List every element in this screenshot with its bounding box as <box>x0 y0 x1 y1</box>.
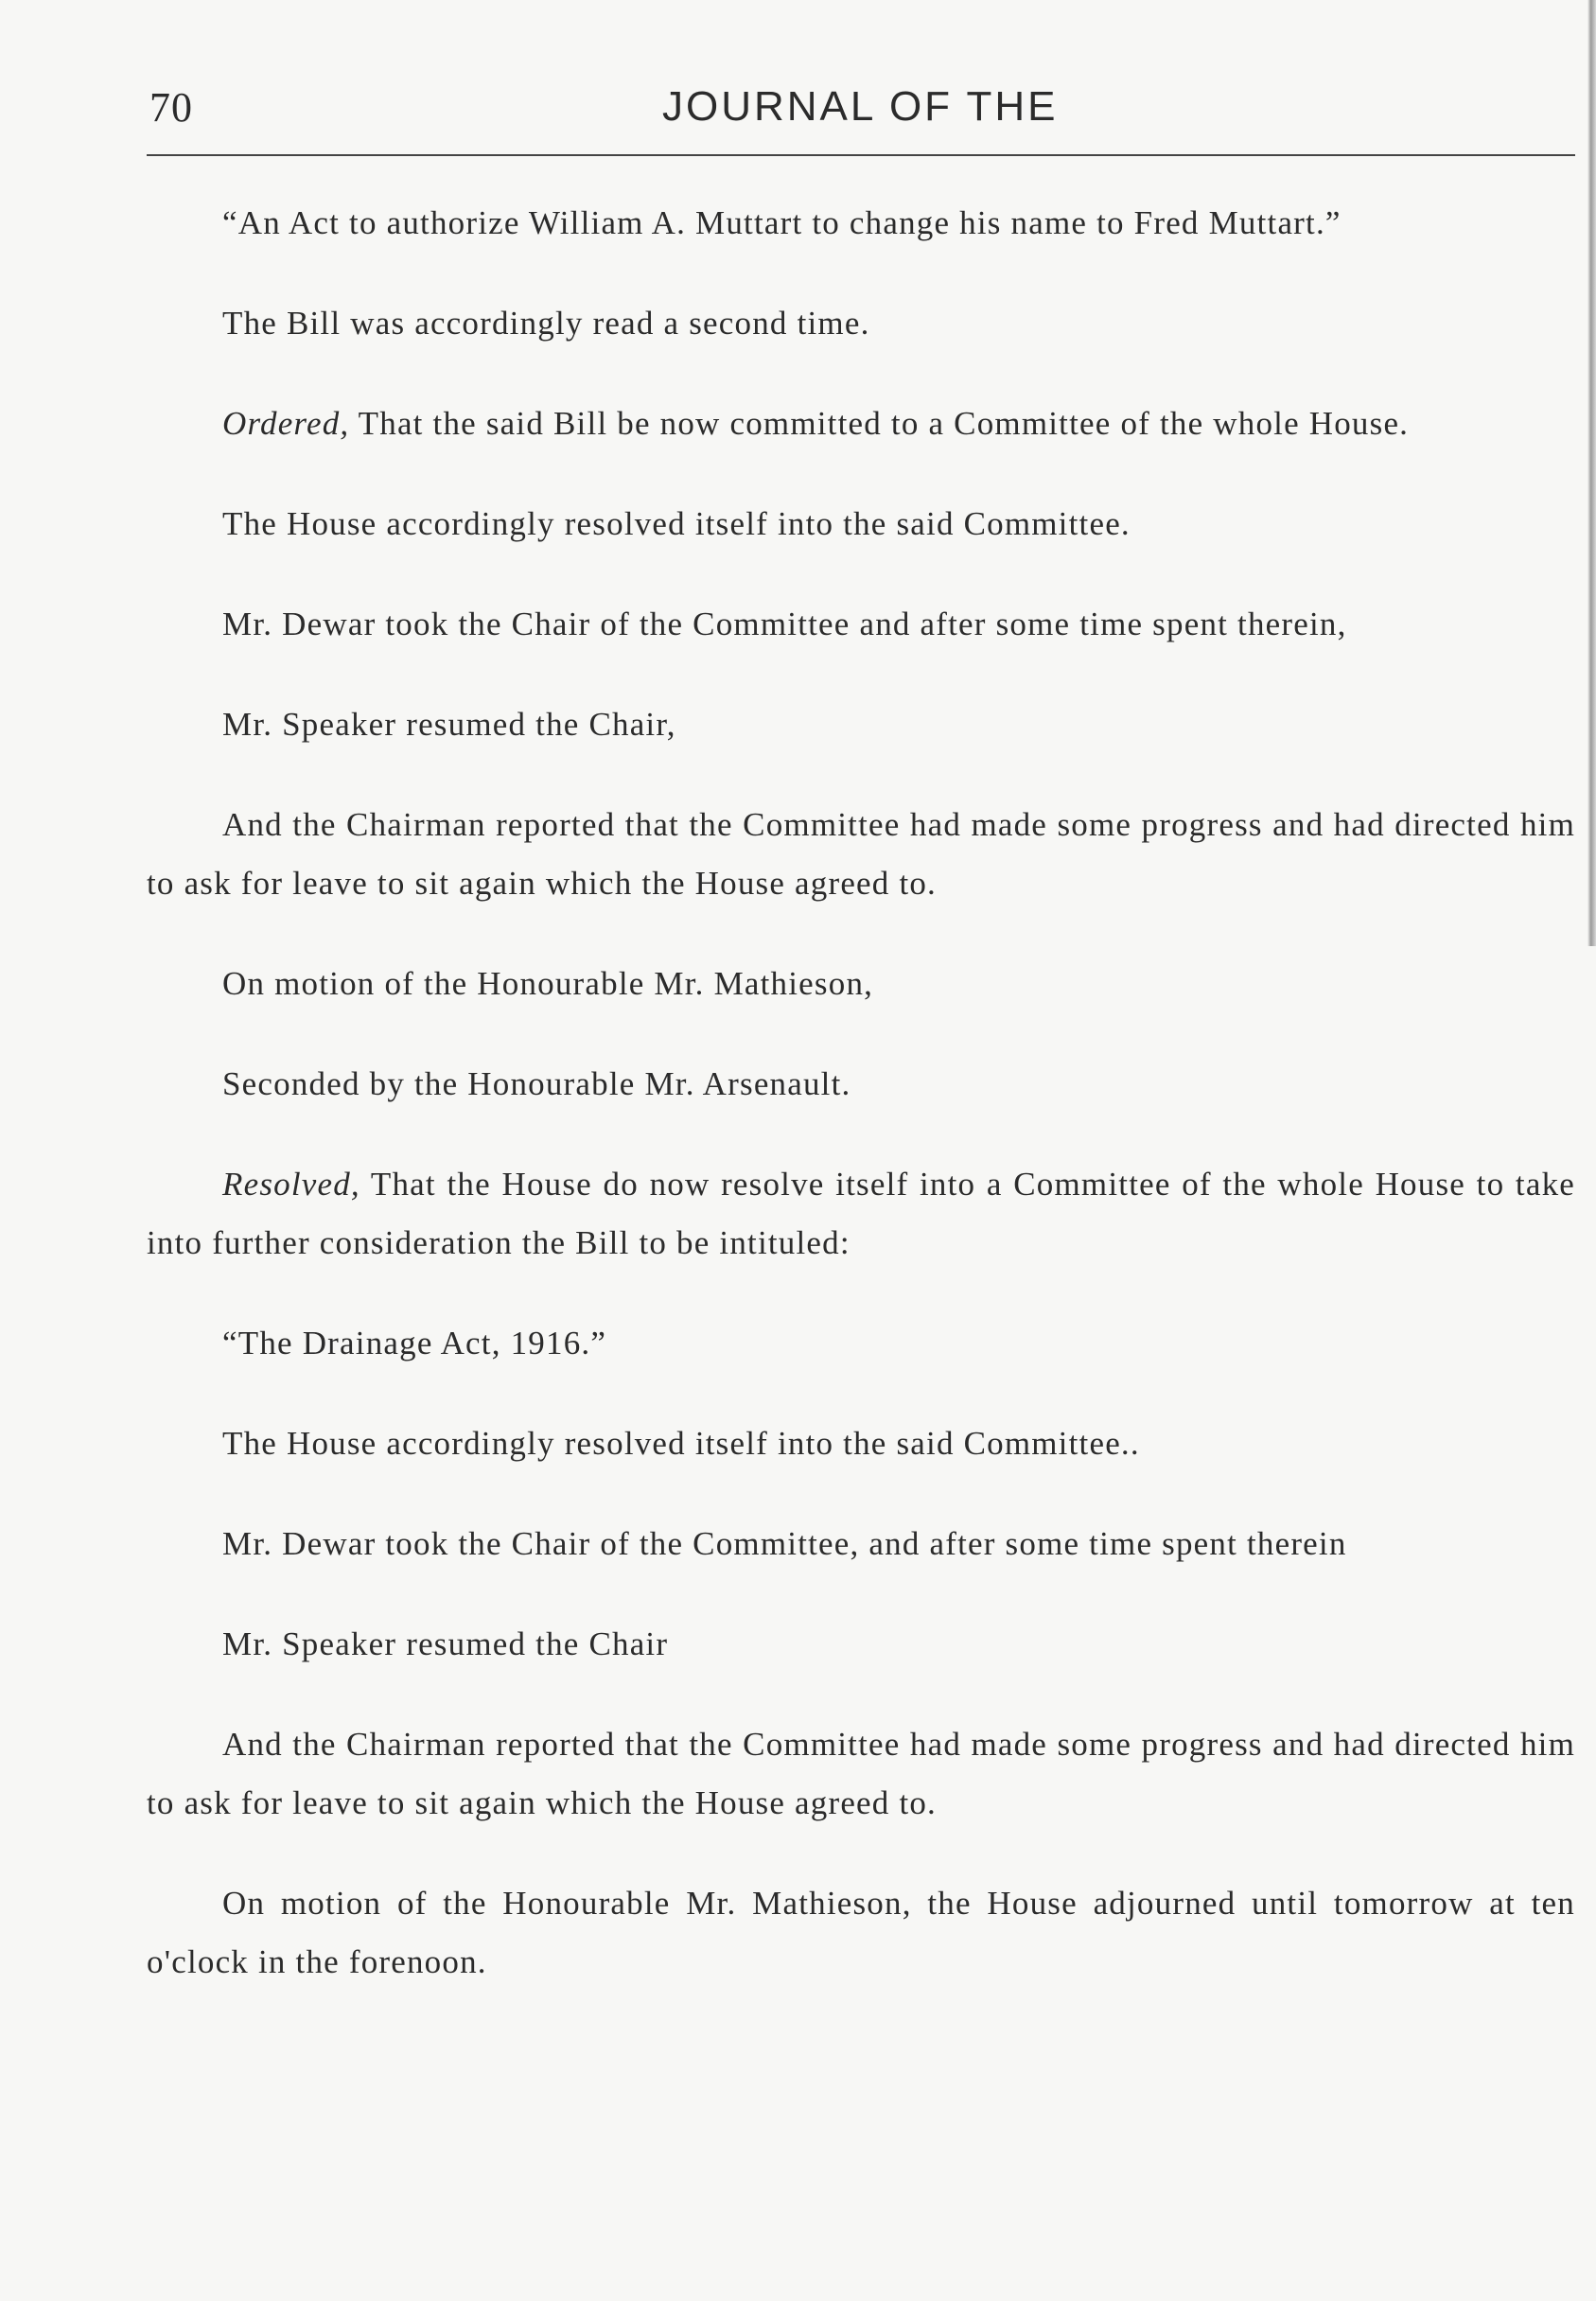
paragraph-committee-resolved <box>147 495 1575 553</box>
header-rule <box>147 154 1575 156</box>
paragraph-motion <box>147 955 1575 1013</box>
paragraph-adjourned <box>147 1874 1575 1992</box>
paragraph-text: That the House do now resolve itself into a Committee of the whole House to take into further consideration the Bill to be intituled: <box>147 1166 1575 1261</box>
paragraph-dewar-chair <box>147 595 1575 654</box>
paragraph-text: And the Chairman reported that the Committee had made some progress and had directed him to ask for leave to sit again which the House agreed to. <box>147 806 1575 902</box>
paragraph-text: Mr. Speaker resumed the Chair, <box>222 706 676 743</box>
paragraph-second-reading <box>147 294 1575 353</box>
paragraph-text: Mr. Dewar took the Chair of the Committee, and after some time spent therein <box>222 1525 1347 1562</box>
page-header <box>0 83 1596 140</box>
journal-body <box>147 194 1575 2033</box>
paragraph-text: On motion of the Honourable Mr. Mathieson, <box>222 965 874 1002</box>
paragraph-act-title <box>147 194 1575 253</box>
paragraph-ordered <box>147 395 1575 453</box>
running-title: JOURNAL OF THE <box>662 83 1059 130</box>
paragraph-drainage-act <box>147 1314 1575 1373</box>
paragraph-text: On motion of the Honourable Mr. Mathieson, the House adjourned until tomorrow at ten o'clock in the forenoon. <box>147 1885 1575 1980</box>
paragraph-text: Mr. Dewar took the Chair of the Committee and after some time spent therein, <box>222 606 1347 642</box>
page-edge-shadow <box>1587 0 1596 946</box>
paragraph-speaker-resumed-2 <box>147 1615 1575 1674</box>
paragraph-text: That the said Bill be now committed to a Committee of the whole House. <box>349 405 1410 442</box>
paragraph-text: “The Drainage Act, 1916.” <box>222 1325 607 1361</box>
paragraph-speaker-resumed <box>147 695 1575 754</box>
page-number: 70 <box>149 84 193 131</box>
paragraph-text: Seconded by the Honourable Mr. Arsenault. <box>222 1065 851 1102</box>
paragraph-text: The Bill was accordingly read a second time. <box>222 305 870 342</box>
paragraph-text: The House accordingly resolved itself into the said Committee. <box>222 505 1131 542</box>
paragraph-chairman-reported <box>147 796 1575 913</box>
paragraph-text: “An Act to authorize William A. Muttart to change his name to Fred Muttart.” <box>222 204 1342 241</box>
paragraph-committee-resolved-2 <box>147 1414 1575 1473</box>
paragraph-chairman-reported-2 <box>147 1715 1575 1833</box>
paragraph-seconded <box>147 1055 1575 1114</box>
paragraph-lead: Resolved, <box>222 1166 360 1203</box>
paragraph-resolved <box>147 1155 1575 1273</box>
paragraph-text: Mr. Speaker resumed the Chair <box>222 1625 669 1662</box>
paragraph-lead: Ordered, <box>222 405 350 442</box>
paragraph-dewar-chair-2 <box>147 1515 1575 1573</box>
paragraph-text: The House accordingly resolved itself into the said Committee.. <box>222 1425 1140 1462</box>
paragraph-text: And the Chairman reported that the Committee had made some progress and had directed him to ask for leave to sit again which the House agreed to. <box>147 1726 1575 1821</box>
